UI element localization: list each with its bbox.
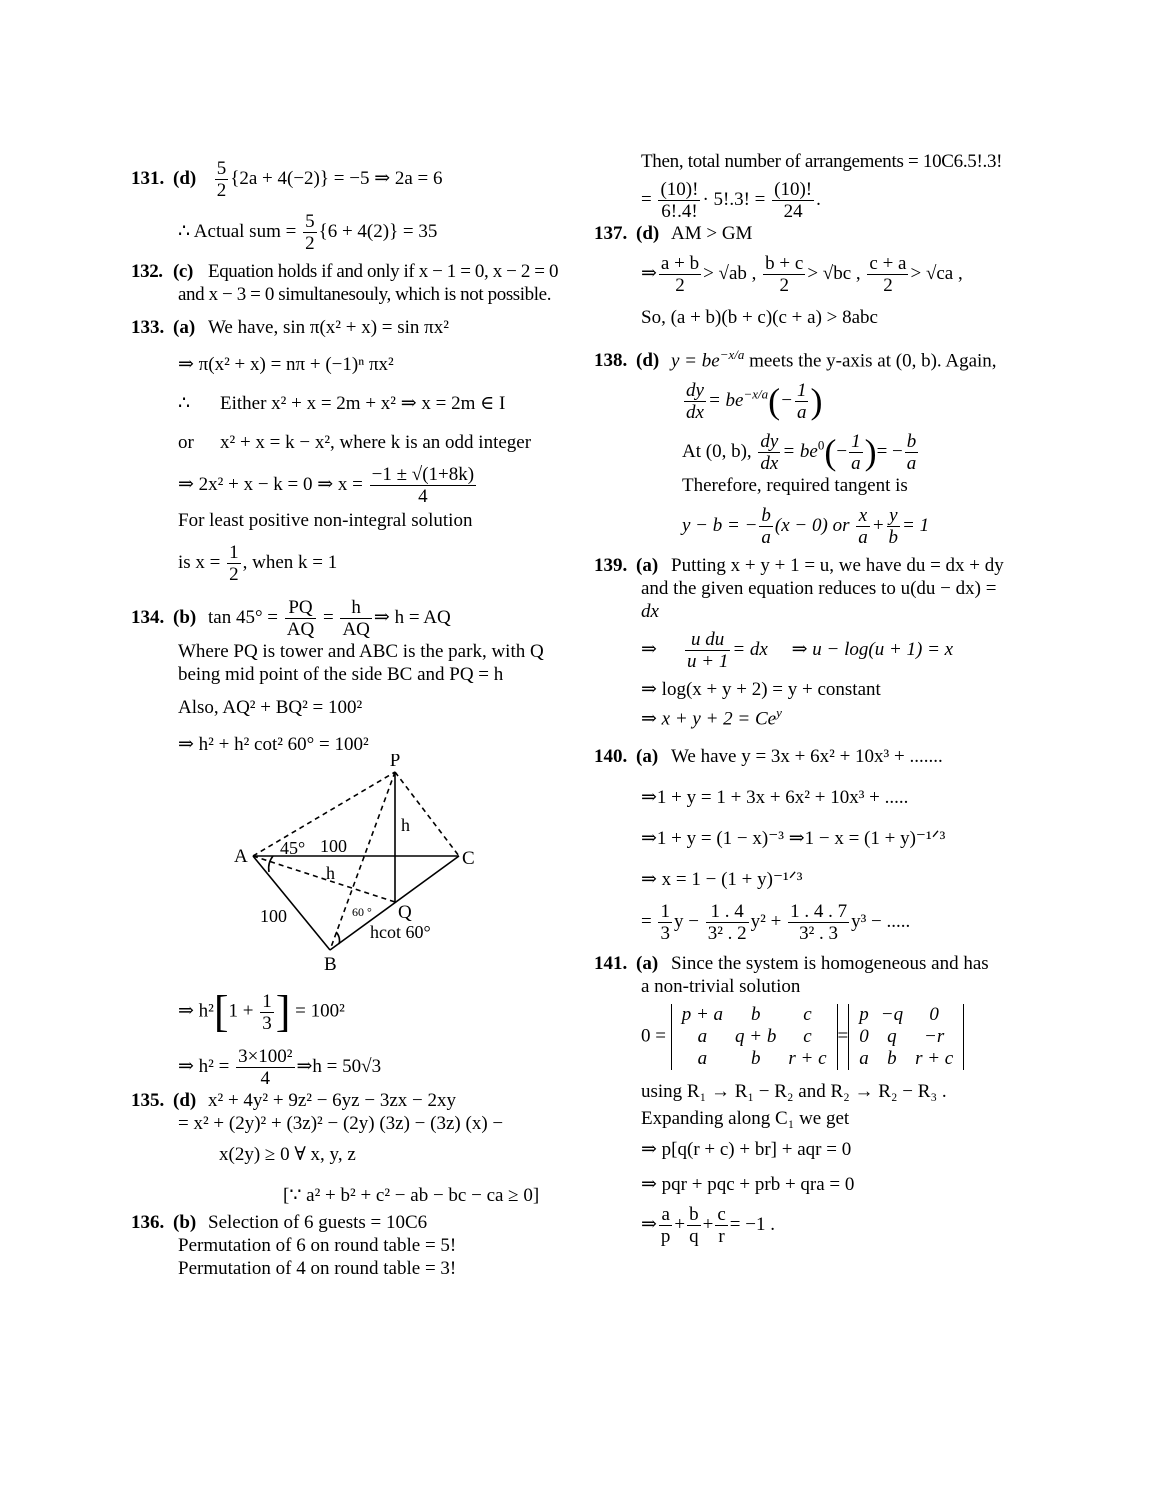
numerator: 5: [216, 158, 227, 179]
numerator: x: [856, 505, 870, 527]
q136-line4: Then, total number of arrangements = 10C6.5!.3!: [641, 151, 1003, 172]
q136-line5: [594, 179, 1039, 222]
numerator: 1: [262, 990, 272, 1012]
q138-dydx: [684, 380, 706, 423]
q133: [131, 316, 581, 339]
implies: ⇒: [641, 1213, 657, 1235]
q131-fraction2: [303, 211, 317, 254]
left-bracket: [: [213, 987, 229, 1036]
q140-line2: ⇒1 + y = 1 + 3x + 6x² + 10x³ + .....: [641, 786, 909, 808]
q138-tangent-b: (x − 0) or: [774, 515, 855, 537]
q133-line5: [131, 464, 581, 507]
q137-line3: So, (a + b)(b + c)(c + a) > 8abc: [641, 307, 878, 328]
q136-line2: Permutation of 6 on round table = 5!: [178, 1235, 457, 1256]
q137-line1: AM > GM: [671, 223, 753, 244]
label-c: C: [462, 848, 475, 869]
paren-left: (: [768, 381, 781, 422]
denominator: 6!.4!: [661, 201, 698, 222]
numerator: b + c: [765, 253, 804, 274]
q141-line2: a non-trivial solution: [641, 975, 801, 997]
q134-result: ⇒ h = AQ: [373, 606, 451, 628]
implies-1: ⇒: [641, 639, 657, 661]
q132-number: 132.: [131, 261, 163, 282]
paren-right2: ): [864, 432, 877, 473]
det1-cell: r + c: [788, 1047, 827, 1069]
label-h-aq: h: [326, 863, 335, 883]
det1-cell: b: [750, 1047, 761, 1069]
numerator: h: [340, 597, 371, 619]
q134-line2: Where PQ is tower and ABC is the park, with Q: [178, 641, 544, 662]
numerator: a + b: [660, 253, 700, 274]
q140-line4: ⇒ x = 1 − (1 + y)⁻¹ᐟ³: [641, 868, 803, 890]
numerator: 1: [796, 380, 807, 402]
numerator: −1 ± √(1+8k): [371, 464, 475, 485]
q136-option: (b): [173, 1212, 197, 1233]
q140-number: 140.: [594, 745, 628, 767]
label-h-tower: h: [401, 815, 410, 835]
q135-option: (d): [173, 1090, 197, 1111]
q138-dydx2: [758, 431, 780, 474]
q138-be2: = be: [782, 441, 818, 463]
denominator: 4: [260, 1068, 271, 1089]
q138-ba2: [759, 505, 773, 548]
q140-frac3: [788, 901, 849, 944]
line-pc: [395, 772, 459, 856]
q133-line1: We have, sin π(x² + x) = sin πx²: [208, 317, 449, 338]
q140-eq: =: [641, 910, 657, 932]
implies: ⇒: [641, 262, 657, 284]
q141-line1: Since the system is homogeneous and has: [671, 952, 989, 974]
q131-option: (d): [173, 167, 197, 189]
q135-number: 135.: [131, 1090, 165, 1111]
det2-cell: −r: [924, 1025, 945, 1047]
q133-root-fraction: [370, 464, 476, 507]
right-column: [594, 150, 1039, 1247]
denominator: 3² . 2: [707, 922, 747, 944]
q134-frac2: [340, 597, 371, 640]
q132-line2: and x − 3 = 0 simultanesouly, which is not possible.: [178, 284, 552, 305]
q139-frac: [685, 629, 730, 672]
q138-eq-minus: = −: [876, 441, 903, 463]
numerator: 5: [305, 211, 315, 232]
q139-number: 139.: [594, 555, 628, 577]
q131-actual-sum: [131, 211, 581, 254]
q138-eq: y = be: [671, 350, 720, 372]
q140-line1: We have y = 3x + 6x² + 10x³ + .......: [671, 745, 943, 767]
denominator: r: [718, 1225, 725, 1247]
q134-line4: Also, AQ² + BQ² = 100²: [178, 697, 363, 718]
q138-1a2: [849, 431, 863, 474]
det2-cell: r + c: [915, 1047, 954, 1069]
label-45: 45°: [280, 838, 306, 858]
numerator: dy: [686, 380, 704, 402]
q141-line6: ⇒ p[q(r + c) + br] + aqr = 0: [641, 1138, 852, 1160]
q136-frac1: [658, 179, 700, 222]
denominator: 2: [305, 233, 315, 254]
q140-line5: [594, 901, 1039, 944]
q134-line6-b: 1 +: [228, 1000, 259, 1022]
label-100-ac: 100: [320, 836, 347, 856]
denominator: a: [858, 527, 868, 549]
q134-line5: ⇒ h² + h² cot² 60° = 100²: [178, 734, 369, 755]
q138-ba: [905, 431, 919, 474]
denominator: a: [851, 453, 861, 475]
q137-ineq3: > √ca ,: [910, 262, 963, 284]
q139-line5: ⇒ log(x + y + 2) = y + constant: [641, 679, 881, 701]
denominator: q: [689, 1225, 699, 1247]
q141: [594, 952, 1039, 975]
q140-option: (a): [636, 745, 659, 767]
q131-line2-b: {6 + 4(2)} = 35: [318, 220, 438, 242]
q139-line6-text: ⇒ x + y + 2 = Ce: [641, 708, 777, 730]
denominator: AQ: [342, 619, 370, 640]
denominator: 24: [783, 201, 803, 222]
q141-line8: ⇒ $\frac{a}{p}$ + $\frac{b}{q}$ + $\frac{c}{r}$ = −1 .: [641, 1203, 775, 1247]
q140-term3: y³ − .....: [851, 910, 911, 932]
q140-term2: y² +: [750, 910, 787, 932]
q138-exp0: 0: [817, 437, 825, 453]
label-q: Q: [398, 902, 412, 923]
denominator: 3² . 3: [799, 922, 839, 944]
q138-line4: Therefore, required tangent is: [682, 475, 908, 497]
q140-line3: ⇒1 + y = (1 − x)⁻³ ⇒1 − x = (1 + y)⁻¹ᐟ³: [641, 827, 946, 849]
numerator: 1: [229, 542, 239, 563]
numerator: c + a: [869, 253, 907, 274]
q138: [594, 343, 1039, 372]
q135: [131, 1089, 581, 1112]
q136-line1: Selection of 6 guests = 10C6: [208, 1212, 428, 1233]
q138-exp: −x/a: [719, 347, 745, 362]
paren-right: ): [810, 381, 823, 422]
denominator: a: [796, 402, 807, 424]
q132-option: (c): [173, 261, 193, 282]
determinant-1: [671, 1004, 838, 1070]
q139-line3: dx: [641, 601, 659, 623]
q140-frac1: [658, 901, 672, 944]
q138-option: (d): [636, 350, 660, 372]
det2-cell: a: [859, 1047, 869, 1069]
therefore-symbol: ∴: [178, 393, 191, 414]
det1-cell: b: [750, 1003, 761, 1025]
numerator: 1 . 4 . 7: [790, 900, 848, 922]
q138-exp2: −x/a: [743, 386, 769, 402]
q136-line5-b: · 5!.3! =: [702, 188, 771, 210]
q137-ineq1: > √ab ,: [703, 262, 757, 284]
q137-line2: [594, 253, 1039, 296]
or-word: or: [178, 432, 194, 453]
label-a: A: [234, 846, 248, 867]
q138-number: 138.: [594, 350, 628, 372]
denominator: 3: [660, 922, 670, 944]
q138-1a: [795, 380, 809, 423]
q133-line3: [131, 392, 581, 415]
q134: 134. (b) tan 45° = $\frac{PQ}{AQ}$ = $\frac{h}{AQ}$ ⇒ h = AQ: [131, 597, 451, 640]
q137-frac2: [763, 253, 805, 296]
q141-result: = −1 .: [729, 1213, 775, 1235]
determinant-2: [848, 1004, 964, 1070]
det2-cell: b: [887, 1047, 897, 1069]
q133-line7-b: , when k = 1: [242, 551, 338, 573]
q141-cr: [715, 1204, 727, 1247]
det2-cell: 0: [929, 1003, 939, 1025]
denominator: u + 1: [687, 651, 729, 673]
denominator: 2: [779, 275, 789, 296]
q139-line1: Putting x + y + 1 = u, we have du = dx + dy: [671, 555, 1004, 577]
numerator: 3×100²: [238, 1046, 293, 1067]
q141-det-eq: =: [837, 1025, 849, 1047]
q138-line5: y − b = − $\frac{b}{a}$ (x − 0) or $\frac{x}{a}$ + $\frac{y}{b}$ = 1: [682, 505, 930, 549]
denominator: a: [906, 453, 917, 475]
denominator: 2: [883, 275, 893, 296]
q137-frac3: [867, 253, 908, 296]
q141-option: (a): [636, 952, 659, 974]
right-bracket: ]: [275, 987, 291, 1036]
det2-cell: −q: [880, 1003, 904, 1025]
denominator: dx: [686, 402, 704, 424]
denominator: 3: [262, 1012, 272, 1034]
det1-cell: p + a: [681, 1003, 724, 1025]
det1-cell: a: [697, 1047, 708, 1069]
denominator: AQ: [286, 619, 315, 640]
q133-line3-text: Either x² + x = 2m + x² ⇒ x = 2m ∈ I: [220, 393, 506, 414]
line-ab: [253, 856, 330, 950]
numerator: 1: [851, 431, 861, 453]
numerator: (10)!: [774, 179, 813, 200]
q134-number: 134.: [131, 606, 165, 628]
q133-line7-a: is x =: [178, 551, 226, 573]
q134-line6-a: ⇒ h²: [178, 1000, 214, 1022]
tower-park-figure: [226, 754, 586, 984]
q136-frac2: [772, 179, 814, 222]
q132: [131, 260, 581, 283]
q139-line2: and the given equation reduces to u(du − dx) =: [641, 578, 997, 600]
q138-be: = be: [707, 390, 744, 412]
q138-line2: $\frac{dy}{dx}$ = $be^{-x/a}(-$ $\frac{1}{a}$ ): [686, 380, 823, 424]
q139-eq-log: ⇒ u − log(u + 1) = x: [791, 639, 954, 661]
det2-cell: p: [859, 1003, 869, 1025]
numerator: b: [906, 431, 917, 453]
q136-line3: Permutation of 4 on round table = 3!: [178, 1258, 457, 1279]
denominator: 4: [418, 486, 428, 507]
q136-number: 136.: [131, 1212, 165, 1233]
q135-line1: x² + 4y² + 9z² − 6yz − 3zx − 2xy: [208, 1090, 456, 1111]
numerator: dy: [760, 431, 779, 453]
q139-eq-dx: = dx: [732, 639, 768, 661]
det2-cell: 0: [859, 1025, 869, 1047]
q133-option: (a): [173, 317, 196, 338]
q138-line1: meets the y-axis at (0, b). Again,: [744, 350, 997, 372]
q138-line3: At (0, b), $\frac{dy}{dx}$ = $be^0(-$ $\frac{1}{a}$ )= − $\frac{b}{a}$: [682, 431, 917, 475]
line-aq: [253, 856, 395, 902]
denominator: p: [660, 1225, 671, 1247]
q131-line2-a: ∴ Actual sum =: [178, 220, 302, 242]
q138-at: At (0, b),: [682, 441, 757, 463]
q138-xa: [856, 505, 870, 548]
q135-line4: [∵ a² + b² + c² − ab − bc − ca ≥ 0]: [283, 1185, 540, 1206]
numerator: 1: [660, 900, 670, 922]
q133-line7: [131, 542, 581, 585]
numerator: 1 . 4: [706, 901, 749, 923]
q137-frac1: [659, 253, 701, 296]
q134-line7-b: ⇒h = 50√3: [296, 1055, 382, 1077]
q134-line7-a: ⇒ h² =: [178, 1055, 235, 1077]
q140: [594, 745, 1039, 768]
q134-tan: tan 45° =: [208, 606, 283, 628]
q139: [594, 554, 1039, 577]
q134-frac1: [285, 597, 316, 640]
q131: [131, 158, 581, 201]
q141-line5: Expanding along C₁ we get: [641, 1107, 850, 1129]
q133-line5-text: ⇒ 2x² + x − k = 0 ⇒ x =: [178, 473, 368, 495]
det1-cell: a: [697, 1025, 708, 1047]
q134-line6: [131, 987, 581, 1036]
q138-tangent-c: = 1: [902, 515, 930, 537]
denominator: a: [761, 527, 771, 549]
q132-line1: Equation holds if and only if x − 1 = 0, x − 2 = 0: [208, 261, 559, 282]
q141-line7: ⇒ pqr + pqc + prb + qra = 0: [641, 1173, 855, 1195]
q133-number: 133.: [131, 317, 165, 338]
denominator: b: [888, 527, 899, 549]
left-column: [131, 150, 581, 1280]
numerator: c: [717, 1203, 726, 1225]
q137-number: 137.: [594, 223, 628, 244]
label-60: 60 °: [352, 905, 372, 919]
det1-cell: q + b: [735, 1025, 777, 1047]
numerator: a: [659, 1204, 673, 1226]
q136-line5-a: =: [641, 188, 657, 210]
q137-option: (d): [636, 223, 660, 244]
denominator: 2: [216, 180, 227, 201]
q139-line6: [594, 701, 1039, 730]
q136-line5-c: .: [816, 188, 821, 210]
q134-option: (b): [173, 606, 197, 628]
q133-half: [227, 542, 241, 585]
q136: [131, 1211, 581, 1234]
q141-zero-eq: 0 =: [641, 1025, 666, 1047]
paren-left2: (: [824, 432, 837, 473]
det1-cell: c: [803, 1025, 812, 1047]
q131-number: 131.: [131, 167, 165, 189]
angle-45-arc: [269, 856, 273, 872]
det1-cell: c: [803, 1003, 812, 1025]
q138-tangent-a: y − b = −: [682, 515, 758, 537]
label-p: P: [389, 754, 401, 771]
q135-line2: = x² + (2y)² + (3z)² − (2y) (3z) − (3z) (x) −: [178, 1113, 504, 1134]
q141-number: 141.: [594, 952, 628, 974]
numerator: PQ: [285, 597, 316, 619]
q137: [594, 222, 1039, 245]
q131-line1: {2a + 4(−2)} = −5 ⇒ 2a = 6: [230, 167, 443, 189]
q139-line4: [594, 629, 1039, 672]
label-hcot: hcot 60°: [370, 922, 431, 942]
q139-exp-y: y: [776, 705, 782, 721]
numerator: y: [887, 505, 901, 527]
numerator: u du: [685, 629, 730, 651]
q137-ineq2: > √bc ,: [807, 262, 861, 284]
q135-line3: x(2y) ≥ 0 ∀ x, y, z: [219, 1144, 356, 1165]
q134-line7: [131, 1046, 581, 1089]
numerator: (10)!: [660, 179, 699, 200]
q141-line4: using R₁ → R₁ − R₂ and R₂ → R₂ − R₃ .: [641, 1080, 947, 1102]
numerator: b: [689, 1203, 699, 1225]
q131-fraction: [215, 158, 229, 201]
q134-third: [260, 991, 274, 1034]
det2-cell: q: [887, 1025, 897, 1047]
q133-line6: For least positive non-integral solution: [178, 510, 473, 531]
label-100-ab: 100: [260, 906, 287, 926]
denominator: 2: [229, 564, 239, 585]
denominator: dx: [760, 453, 779, 475]
q134-line3: being mid point of the side BC and PQ = h: [178, 664, 504, 685]
q133-line4-text: x² + x = k − x², where k is an odd integer: [220, 432, 532, 453]
q140-term1: y −: [673, 910, 704, 932]
q141-ap: [659, 1204, 673, 1247]
q141-determinants: [594, 1004, 1039, 1070]
numerator: b: [761, 505, 771, 527]
q138-yb: [887, 505, 901, 548]
q141-bq: [687, 1204, 701, 1247]
denominator: 2: [675, 275, 685, 296]
q134-line6-c: = 100²: [295, 1000, 345, 1022]
q140-frac2: [706, 901, 749, 944]
q139-option: (a): [636, 555, 659, 577]
q133-line2: ⇒ π(x² + x) = nπ + (−1)ⁿ πx²: [178, 354, 394, 375]
q134-final-frac: [236, 1046, 294, 1089]
q133-line4: [131, 431, 581, 454]
label-b: B: [324, 954, 337, 975]
